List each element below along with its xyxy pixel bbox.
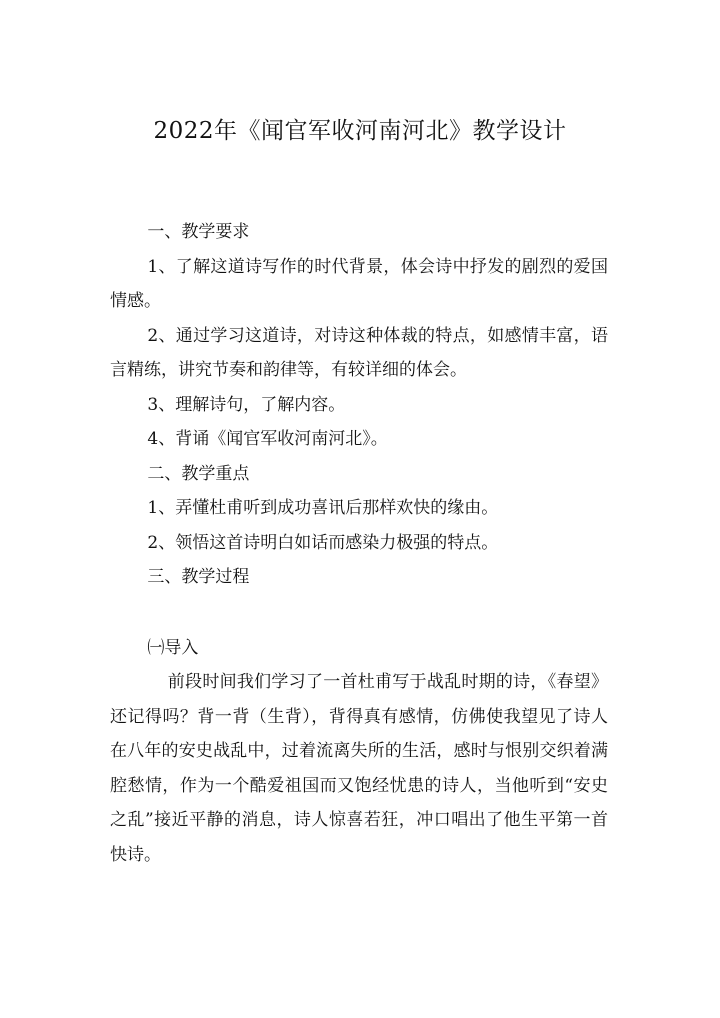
requirement-item-4: 4、背诵《闻官军收河南河北》。 xyxy=(147,429,388,449)
document-title: 2022年《闻官军收河南河北》教学设计 xyxy=(153,118,567,144)
section-heading-requirements: 一、教学要求 xyxy=(147,222,250,242)
subsection-heading-intro: ㈠导入 xyxy=(147,637,199,658)
intro-paragraph: 前段时间我们学习了一首杜甫写于战乱时期的诗，《春望》还记得吗？背一背（生背），背得真有感情，仿佛使我望见了诗人在八年的安史战乱中，过着流离失所的生活，感时与恨别交织着满腔愁情，作为一个酷爱祖国而又饱经忧患的诗人，当他听到“安史之乱”接近平静的消息，诗人惊喜若狂，冲口唱出了他生平第一首快诗。 xyxy=(110,672,608,865)
section-heading-process: 三、教学过程 xyxy=(147,567,250,587)
requirement-item-1: 1、了解这道诗写作的时代背景，体会诗中抒发的剧烈的爱国情感。 xyxy=(110,256,608,311)
requirement-item-2: 2、通过学习这道诗，对诗这种体裁的特点，如感情丰富，语言精练，讲究节奏和韵律等，有较详细的体会。 xyxy=(110,325,608,380)
section-heading-key-points: 二、教学重点 xyxy=(147,463,250,484)
spacer xyxy=(110,595,608,631)
key-point-item-1: 1、弄懂杜甫听到成功喜讯后那样欢快的缘由。 xyxy=(147,498,499,518)
key-point-item-2: 2、领悟这首诗明白如话而感染力极强的特点。 xyxy=(147,532,499,553)
requirement-item-3: 3、理解诗句，了解内容。 xyxy=(147,394,346,415)
document-body xyxy=(110,215,608,872)
